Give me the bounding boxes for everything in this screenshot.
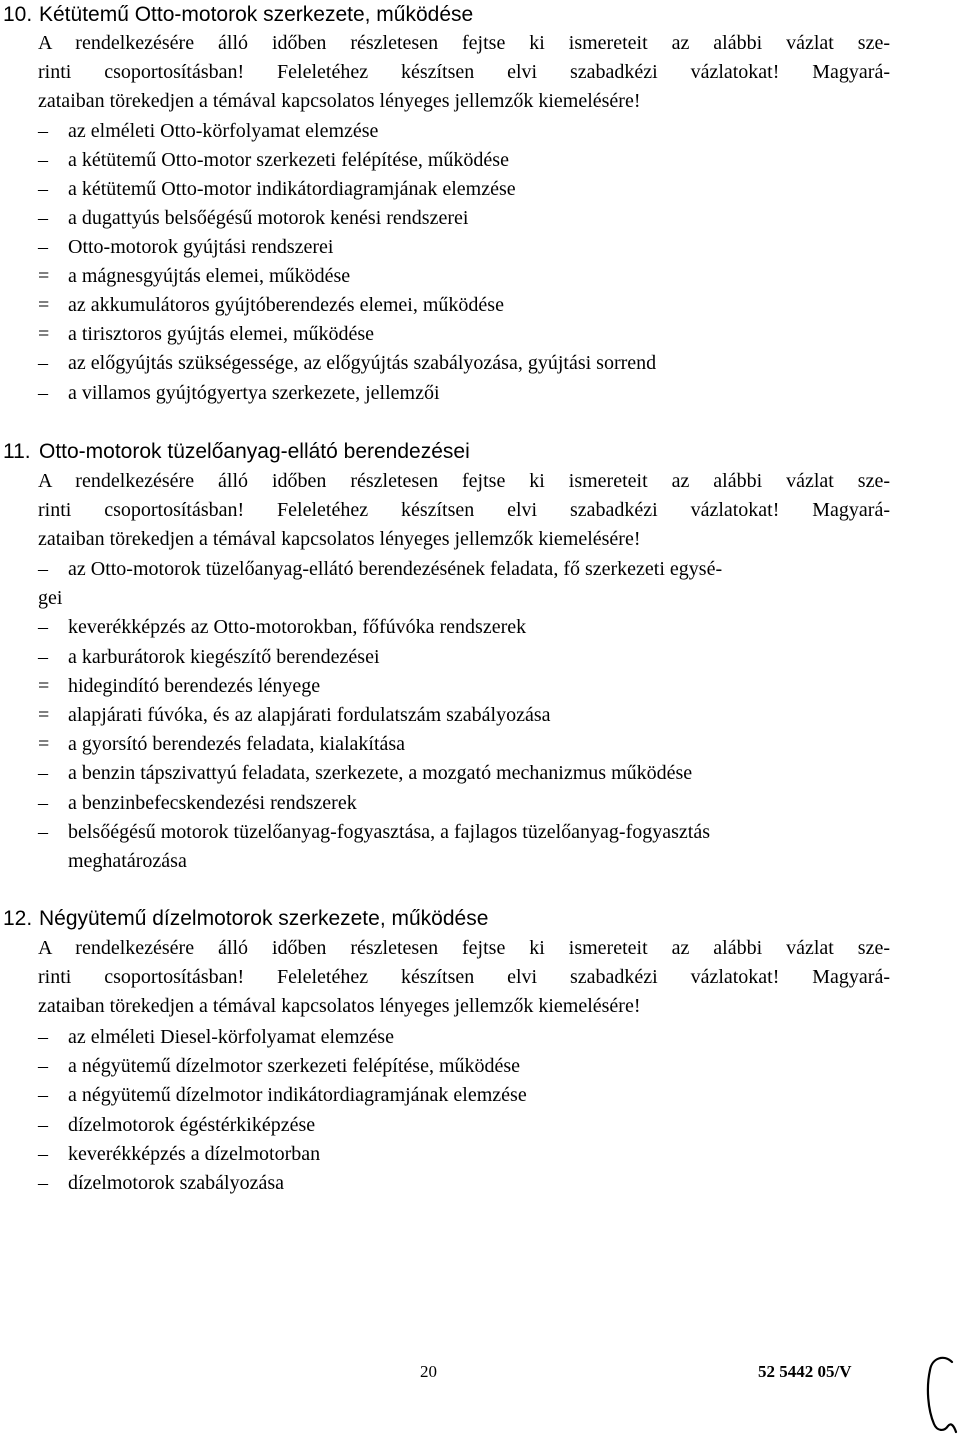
- dash-bullet: –: [38, 352, 48, 374]
- dash-bullet: –: [38, 236, 48, 258]
- instruction-line: rinti csoportosításban! Feleletéhez készítsen elvi szabadkézi vázlatokat! Magyará-: [38, 499, 890, 521]
- dash-bullet: –: [38, 1055, 48, 1077]
- dash-bullet: –: [38, 1084, 48, 1106]
- equals-bullet: =: [38, 733, 50, 755]
- dash-bullet: –: [38, 120, 48, 142]
- instruction-line: zataiban törekedjen a témával kapcsolatos lényeges jellemzők kiemelésére!: [38, 995, 641, 1017]
- section-number: 11.: [3, 440, 31, 463]
- instruction-line: A rendelkezésére álló időben részletesen fejtse ki ismereteit az alábbi vázlat sze-: [38, 32, 890, 54]
- section-title: Otto-motorok tüzelőanyag-ellátó berendezései: [39, 440, 470, 463]
- dash-bullet: –: [38, 821, 48, 843]
- dash-bullet: –: [38, 178, 48, 200]
- section-number: 12.: [3, 907, 33, 930]
- dash-bullet: –: [38, 646, 48, 668]
- section-number: 10.: [3, 3, 33, 26]
- equals-bullet: =: [38, 294, 50, 316]
- dash-bullet: –: [38, 149, 48, 171]
- document-page: 10. Kétütemű Otto-motorok szerkezete, működése A rendelkezésére álló időben részletesen fejtse ki ismereteit az alábbi vázlat sze- rinti csoportosításban! Feleletéhez készítsen elvi szabadkézi vázlatokat! Magyará- zataiban törekedjen a témával kapcsolatos lényeges jellemzők kiemelésére! – az elméleti Otto-körfolyamat elemzése – a kétütemű Otto-motor szerkezeti felépítése, működése – a kétütemű Otto-motor indikátordiagramjának elemzése – a dugattyús belsőégésű motorok kenési rendszerei – Otto-motorok gyújtási rendszerei = a mágnesgyújtás elemei, működése = az akkumulátoros gyújtóberendezés elemei, működése = a tirisztoros gyújtás elemei, működése – az előgyújtás szükségessége, az előgyújtás szabályozása, gyújtási sorrend – a villamos gyújtógyertya szerkezete, jellemzői 11. Otto-motorok tüzelőanyag-ellátó berendezései A rendelkezésére álló időben részletesen fejtse ki ismereteit az alábbi vázlat sze- rinti csoportosításban! Feleletéhez készítsen elvi szabadkézi vázlatokat! Magyará- zataiban törekedjen a témával kapcsolatos lényeges jellemzők kiemelésére! – az Otto-motorok tüzelőanyag-ellátó berendezésének feladata, fő szerkezeti egysé- gei – keverékképzés az Otto-motorokban, főfúvóka rendszerek – a karburátorok kiegészítő berendezései = hidegindító berendezés lényege = alapjárati fúvóka, és az alapjárati fordulatszám szabályozása = a gyorsító berendezés feladata, kialakítása – a benzin tápszivattyú feladata, szerkezete, a mozgató mechanizmus működése – a benzinbefecskendezési rendszerek – belsőégésű motorok tüzelőanyag-fogyasztása, a fajlagos tüzelőanyag-fogyasztás meghatározása 12. Négyütemű dízelmotorok szerkezete, működése A rendelkezésére álló időben részletesen fejtse ki ismereteit az alábbi vázlat sze- rinti csoportosításban! Feleletéhez készítsen elvi szabadkézi vázlatokat! Magyará- zataiban törekedjen a témával kapcsolatos lényeges jellemzők kiemelésére! – az elméleti Diesel-körfolyamat elemzése – a négyütemű dízelmotor szerkezeti felépítése, működése – a négyütemű dízelmotor indikátordiagramjának elemzése – dízelmotorok égéstérkiképzése – keverékképzés a dízelmotorban – dízelmotorok szabályozása 20 52 5442 05/V: [0, 0, 960, 1438]
- dash-bullet: –: [38, 207, 48, 229]
- section-heading: [3, 437, 470, 467]
- handwritten-mark-icon: [918, 1352, 960, 1438]
- equals-bullet: =: [38, 675, 50, 697]
- document-code: 52 5442 05/V: [758, 1362, 852, 1381]
- list-item-continuation: gei: [38, 587, 63, 609]
- equals-bullet: =: [38, 704, 50, 726]
- dash-bullet: –: [38, 762, 48, 784]
- dash-bullet: –: [38, 1143, 48, 1165]
- instruction-line: zataiban törekedjen a témával kapcsolatos lényeges jellemzők kiemelésére!: [38, 90, 641, 112]
- section-heading: [3, 0, 473, 30]
- dash-bullet: –: [38, 1114, 48, 1136]
- instruction-line: A rendelkezésére álló időben részletesen fejtse ki ismereteit az alábbi vázlat sze-: [38, 937, 890, 959]
- instruction-line: rinti csoportosításban! Feleletéhez készítsen elvi szabadkézi vázlatokat! Magyará-: [38, 966, 890, 988]
- dash-bullet: –: [38, 382, 48, 404]
- instruction-line: A rendelkezésére álló időben részletesen fejtse ki ismereteit az alábbi vázlat sze-: [38, 470, 890, 492]
- dash-bullet: –: [38, 1172, 48, 1194]
- dash-bullet: –: [38, 1026, 48, 1048]
- list-item-continuation: meghatározása: [68, 850, 187, 872]
- instruction-line: rinti csoportosításban! Feleletéhez készítsen elvi szabadkézi vázlatokat! Magyará-: [38, 61, 890, 83]
- dash-bullet: –: [38, 558, 48, 580]
- equals-bullet: =: [38, 323, 50, 345]
- page-number: 20: [420, 1362, 437, 1381]
- instruction-line: zataiban törekedjen a témával kapcsolatos lényeges jellemzők kiemelésére!: [38, 528, 641, 550]
- dash-bullet: –: [38, 616, 48, 638]
- section-title: Négyütemű dízelmotorok szerkezete, működése: [39, 907, 489, 930]
- section-title: Kétütemű Otto-motorok szerkezete, működése: [39, 3, 474, 26]
- dash-bullet: –: [38, 792, 48, 814]
- equals-bullet: =: [38, 265, 50, 287]
- section-heading: [3, 904, 488, 934]
